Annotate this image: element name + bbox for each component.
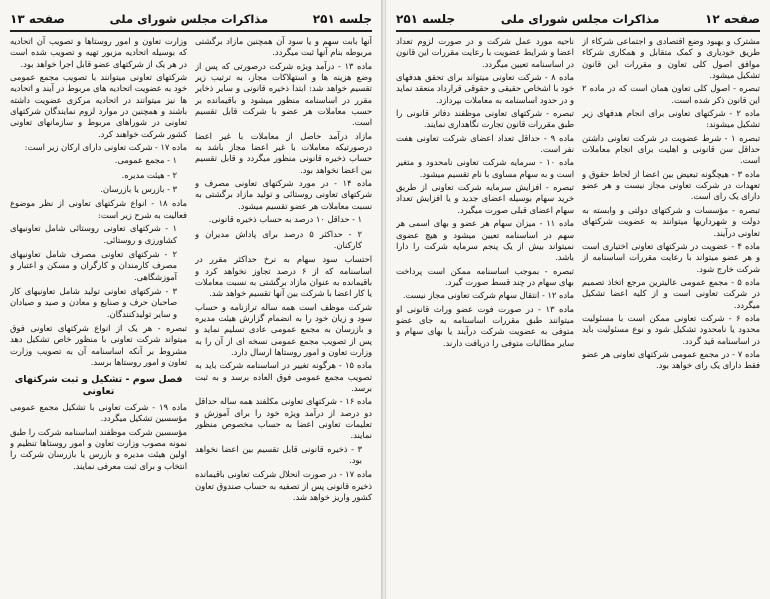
paragraph: ماده ۶ - شرکت تعاونی ممکن است با مسئولیت محدود یا نامحدود تشکیل شود و نوع مسئولیت باید در اساسنامه قید گردد. — [582, 312, 760, 346]
list-item: ۱ - شرکتهای تعاونی روستائی شامل تعاونیهای کشاورزی و روستائی. — [10, 223, 177, 245]
paragraph: ماده ۱۷ - شرکت تعاونی دارای ارکان زیر است: — [24, 142, 187, 153]
page-title: مذاکرات مجلس شورای ملی — [109, 12, 269, 26]
list-item: ۱ - حداقل ۱۰ درصد به حساب ذخیره قانونی. — [208, 214, 362, 225]
paragraph: مشترک و بهبود وضع اقتصادی و اجتماعی شرکاء از طریق خودیاری و کمک متقابل و همکاری شرکاء موافق اصول کلی تعاون و مقررات این قانون تشکیل میشود. — [582, 36, 760, 81]
list-item: ۲ - شرکتهای تعاونی مصرف شامل تعاونیهای مصرف کارمندان و کارگران و مسکن و اعتبار و آموزشگاهی. — [10, 248, 177, 282]
paragraph: ماده ۱۳ - درآمد ویژه شرکت درصورتی که پس از وضع هزینه ها و استهلاکات مجاز، به ترتیب زیر تقسیم خواهد شد: ابتدا ذخیره قانونی و سایر ذخایر مقرر در اساسنامه منظور میشود و باقیمانده بر حسب معاملات هر عضو با شرکت قابل تقسیم است. — [195, 60, 372, 128]
paragraph: ماده ۱۶ - شرکتهای تعاونی مکلفند همه ساله حداقل دو درصد از درآمد ویژه خود را برای آموزش و تعلیمات تعاونی اعضا به حساب مخصوص منظور نمایند. — [195, 396, 372, 441]
text-column — [195, 36, 372, 593]
paragraph: ماده ۱۹ - شرکت تعاونی با تشکیل مجمع عمومی مؤسسین تشکیل میگردد. — [10, 401, 187, 424]
right-page-header — [396, 8, 760, 32]
right-page — [386, 0, 770, 599]
text-column — [10, 36, 187, 593]
paragraph: تبصره - بموجب اساسنامه ممکن است پرداخت بهای سهام در چند قسط صورت گیرد. — [396, 265, 574, 287]
list-item: ۲ - حداکثر ۵ درصد برای پاداش مدیران و کارکنان. — [195, 228, 362, 250]
page-session: جلسه ۲۵۱ — [396, 12, 456, 26]
paragraph: مازاد درآمد حاصل از معاملات با غیر اعضا درصورتیکه معاملات با غیر اعضا مجاز باشد به حساب ذخیره قانونی منظور میگردد و قابل تقسیم بین اعضا نخواهد بود. — [195, 130, 372, 175]
paragraph: ماده ۱۲ - انتقال سهام شرکت تعاونی مجاز نیست. — [402, 290, 574, 301]
section-heading: فصل سوم - تشکیل و ثبت شرکتهای تعاونی — [14, 374, 183, 397]
paragraph: وزارت تعاون و امور روستاها و تصویب آن اتحادیه که بوسیله اتحادیه مزبور تهیه و تصویب شده است در هر یک از شرکتهای عضو قابل اجرا خواهد بود. — [10, 36, 187, 69]
left-page-header — [10, 8, 372, 32]
list-item: ۳ - بازرس یا بازرسان. — [100, 184, 177, 195]
list-item: ۱ - مجمع عمومی. — [114, 155, 177, 166]
paragraph: ماده ۱۴ - در مورد شرکتهای تعاونی مصرف و شرکتهای تعاونی روستائی و تولید مازاد برگشتی به نسبت معاملات هر عضو تقسیم میشود. — [195, 178, 372, 211]
left-page — [0, 0, 382, 599]
text-column — [582, 36, 760, 593]
paragraph: احتساب سود سهام به نرخ حداکثر مقرر در اساسنامه که از ۶ درصد تجاوز نخواهد کرد و باقیمانده به عنوان مازاد برگشتی به نسبت معاملات یا کار اعضا با شرکت بین آنها تقسیم خواهد شد. — [195, 254, 372, 299]
paragraph: ماده ۷ - در مجمع عمومی شرکتهای تعاونی هر عضو فقط دارای یک رای خواهد بود. — [582, 348, 760, 371]
paragraph: ماده ۳ - هیچگونه تبعیض بین اعضا از لحاظ حقوق و تعهدات در شرکت تعاونی مجاز نیست و هر عضو دارای یک رای است. — [582, 168, 760, 202]
paragraph: تبصره - هر یک از انواع شرکتهای تعاونی فوق میتواند شرکت تعاونی با منظور خاص تشکیل دهد مشروط بر آنکه اساسنامه آن به تصویب وزارت تعاون و امور روستاها برسد. — [10, 322, 187, 367]
paragraph: ماده ۱۵ - هرگونه تغییر در اساسنامه شرکت باید به تصویب مجمع عمومی فوق العاده برسد و به ثبت برسد. — [195, 360, 372, 393]
paragraph: ماده ۱۰ - سرمایه شرکت تعاونی نامحدود و متغیر است و به سهام مساوی با نام تقسیم میشود. — [396, 157, 574, 179]
paragraph: تبصره - اصول کلی تعاون همان است که در ماده ۲ این قانون ذکر شده است. — [582, 83, 760, 105]
paragraph: ناحیه مورد عمل شرکت و در صورت لزوم تعداد اعضا و شرایط عضویت با رعایت مقررات این قانون در اساسنامه تعیین میگردد. — [396, 36, 574, 69]
paragraph: ماده ۹ - حداقل تعداد اعضای شرکت تعاونی هفت نفر است. — [396, 132, 574, 155]
paragraph: ماده ۸ - شرکت تعاونی میتواند برای تحقق هدفهای خود با اشخاص حقیقی و حقوقی قرارداد منعقد نماید و در حدود اساسنامه به معاملات بپردازد. — [396, 72, 574, 105]
page-number: صفحه ۱۳ — [10, 12, 65, 26]
page-number: صفحه ۱۲ — [705, 12, 760, 26]
paragraph: مؤسسین شرکت موظفند اساسنامه شرکت را طبق نمونه مصوب وزارت تعاون و امور روستاها تنظیم و اولین هیئت مدیره و بازرس یا بازرسان شرکت را انتخاب و برای ثبت معرفی نمایند. — [10, 426, 187, 471]
right-page-columns — [396, 36, 760, 593]
list-item: ۲ - هیئت مدیره. — [121, 169, 177, 180]
page-title: مذاکرات مجلس شورای ملی — [500, 12, 660, 26]
paragraph: آنها بابت سهم و یا سود آن همچنین مازاد برگشتی مربوطه بنام آنها ثبت میگردد. — [195, 36, 372, 58]
page-session: جلسه ۲۵۱ — [312, 12, 372, 26]
paragraph: تبصره - افزایش سرمایه شرکت تعاونی از طریق خرید سهام بوسیله اعضای جدید و یا افزایش تعداد سهام اعضای قبلی صورت میگیرد. — [396, 182, 574, 215]
left-page-columns — [10, 36, 372, 593]
list-item: ۳ - شرکتهای تعاونی تولید شامل تعاونیهای کار صاحبان حرف و صنایع و معادن و صید و صیادان و سایر تولیدکنندگان. — [10, 285, 177, 319]
paragraph: ماده ۵ - مجمع عمومی عالیترین مرجع اتخاذ تصمیم در شرکت تعاونی است و از کلیه اعضا تشکیل میگردد. — [582, 276, 760, 310]
text-column — [396, 36, 574, 593]
paragraph: ماده ۱۱ - میزان سهام هر عضو و بهای اسمی هر سهم در اساسنامه تعیین میشود و هیچ عضوی نمیتواند بیش از یک پنجم سرمایه شرکت را دارا باشد. — [396, 218, 574, 263]
paragraph: تبصره - شرکتهای تعاونی موظفند دفاتر قانونی را طبق مقررات قانون تجارت نگاهداری نمایند. — [396, 108, 574, 130]
paragraph: ماده ۲ - شرکتهای تعاونی برای انجام هدفهای زیر تشکیل میشوند: — [582, 108, 760, 130]
paragraph: تبصره ۱ - شرط عضویت در شرکت تعاونی داشتن حداقل سن قانونی و اهلیت برای انجام معاملات است. — [582, 132, 760, 166]
paragraph: شرکتهای تعاونی میتوانند با تصویب مجمع عمومی خود به عضویت اتحادیه های مربوط در آیند و اتحادیه ها نیز میتوانند در اتحادیه مرکزی عضویت داشته باشند و همچنین در موارد لزوم نمایندگان شرکتهای تعاونی در شوراهای مربوط و سازمانهای تعاونی کشور شرکت خواهند کرد. — [10, 72, 187, 139]
paragraph: ماده ۱۳ - در صورت فوت عضو وراث قانونی او میتوانند طبق مقررات اساسنامه به جای عضو متوفی به عضویت شرکت درآیند یا بهای سهام و سایر مطالبات متوفی را دریافت دارند. — [396, 303, 574, 348]
paragraph: شرکت موظف است همه ساله ترازنامه و حساب سود و زیان خود را به انضمام گزارش هیئت مدیره و بازرسان به مجمع عمومی عادی تسلیم نماید و پس از تصویب مجمع عمومی نسخه ای از آن را به وزارت تعاون و امور روستاها ارسال دارد. — [195, 301, 372, 357]
paragraph: ماده ۱۷ - در صورت انحلال شرکت تعاونی باقیمانده ذخیره قانونی پس از تصفیه به حساب صندوق تعاون کشور واریز خواهد شد. — [195, 469, 372, 503]
list-item: ۳ - ذخیره قانونی قابل تقسیم بین اعضا نخواهد بود. — [195, 443, 362, 466]
paragraph: ماده ۱۸ - انواع شرکتهای تعاونی از نظر موضوع فعالیت به شرح زیر است: — [10, 198, 187, 220]
paragraph: ماده ۴ - عضویت در شرکتهای تعاونی اختیاری است و هر عضو میتواند با رعایت مقررات اساسنامه از شرکت خارج شود. — [582, 240, 760, 274]
paragraph: تبصره - مؤسسات و شرکتهای دولتی و وابسته به دولت و شهرداریها میتوانند به عضویت شرکتهای تعاونی درآیند. — [582, 204, 760, 238]
